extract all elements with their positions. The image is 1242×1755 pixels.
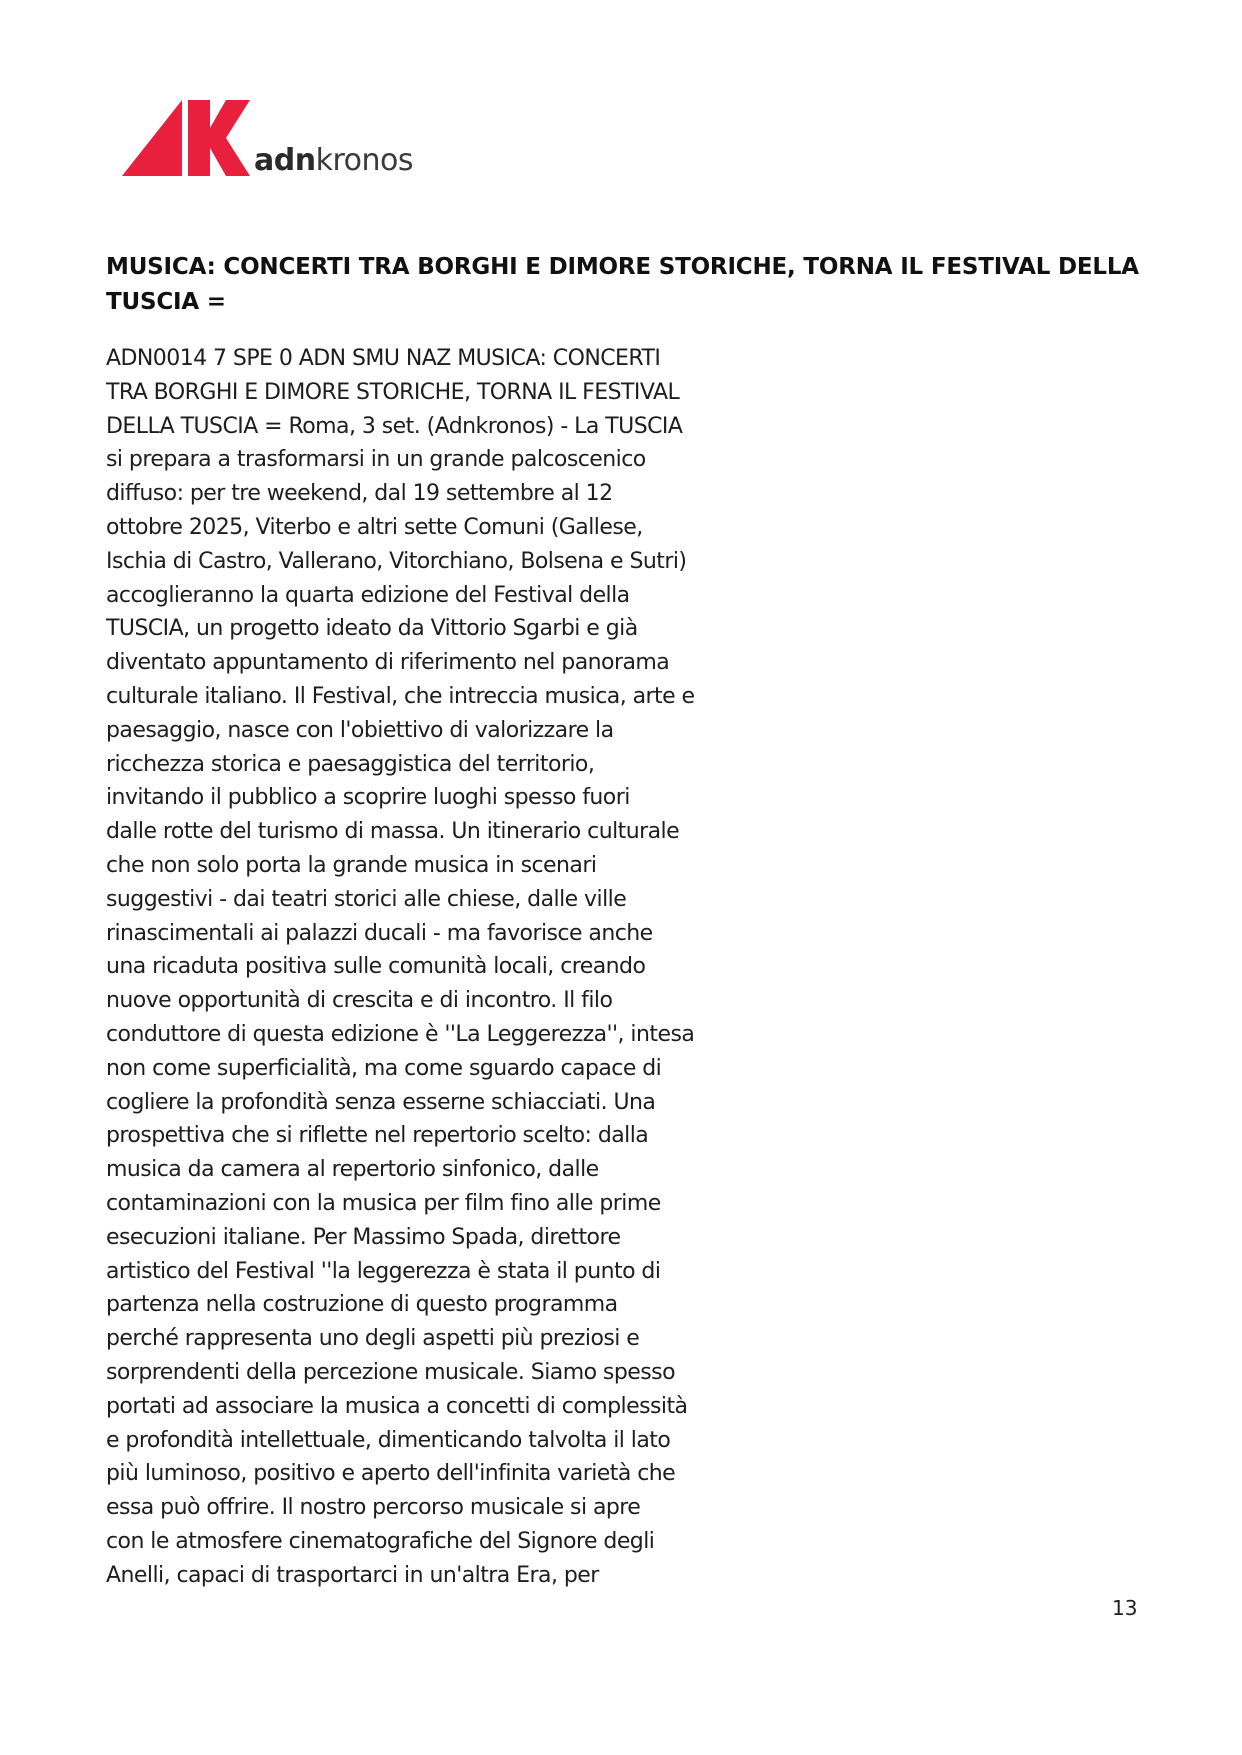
logo-brand-light: kronos — [315, 143, 413, 178]
article-body-line: ottobre 2025, Viterbo e altri sette Comuni (Gallese, — [106, 514, 643, 540]
article-body-line: si prepara a trasformarsi in un grande palcoscenico — [106, 447, 646, 473]
article-body-line: dalle rotte del turismo di massa. Un itinerario culturale — [106, 819, 680, 845]
article-body-line: paesaggio, nasce con l'obiettivo di valorizzare la — [106, 717, 614, 743]
article-body-line: suggestivi - dai teatri storici alle chiese, dalle ville — [106, 886, 627, 912]
article-body-line: accoglieranno la quarta edizione del Festival della — [106, 582, 630, 608]
article-body-line: TRA BORGHI E DIMORE STORICHE, TORNA IL FESTIVAL — [106, 379, 680, 405]
article-body-line: ADN0014 7 SPE 0 ADN SMU NAZ MUSICA: CONCERTI — [106, 346, 661, 371]
article-body-line: TUSCIA, un progetto ideato da Vittorio Sgarbi e già — [106, 616, 638, 642]
article-body-line: invitando il pubblico a scoprire luoghi spesso fuori — [106, 785, 630, 811]
article-body-line: prospettiva che si riflette nel repertorio scelto: dalla — [106, 1123, 649, 1149]
logo-brand-bold: adn — [254, 143, 316, 178]
article-body-line: portati ad associare la musica a concetti di complessità — [106, 1393, 688, 1419]
article-body-line: contaminazioni con la musica per film fino alle prime — [106, 1190, 661, 1216]
article-body-line: perché rappresenta uno degli aspetti più preziosi e — [106, 1326, 640, 1352]
page-number: 13 — [1112, 1596, 1138, 1620]
article-body-line: più luminoso, positivo e aperto dell'infinita varietà che — [106, 1461, 676, 1487]
article-body-line: musica da camera al repertorio sinfonico, dalle — [106, 1157, 599, 1183]
logo-k-shape — [188, 100, 250, 176]
article-body-line: rinascimentali ai palazzi ducali - ma favorisce anche — [106, 920, 653, 946]
article-body-line: non come superficialità, ma come sguardo capace di — [106, 1055, 662, 1081]
logo-wordmark — [254, 144, 413, 178]
article-body-line: artistico del Festival ''la leggerezza è stata il punto di — [106, 1258, 661, 1284]
article-body-line: nuove opportunità di crescita e di incontro. Il filo — [106, 988, 613, 1014]
article-body-line: DELLA TUSCIA = Roma, 3 set. (Adnkronos) - La TUSCIA — [106, 413, 683, 439]
article-body-line: sorprendenti della percezione musicale. Siamo spesso — [106, 1359, 675, 1385]
article-body-line: Ischia di Castro, Vallerano, Vitorchiano, Bolsena e Sutri) — [106, 548, 687, 574]
article-body-line: culturale italiano. Il Festival, che intreccia musica, arte e — [106, 683, 695, 709]
article-body-line: diventato appuntamento di riferimento nel panorama — [106, 650, 670, 676]
logo-triangle-shape — [122, 100, 182, 176]
article-body-line: cogliere la profondità senza esserne schiacciati. Una — [106, 1089, 656, 1115]
article-body-line: esecuzioni italiane. Per Massimo Spada, direttore — [106, 1224, 621, 1250]
article-body-line: una ricaduta positiva sulle comunità locali, creando — [106, 954, 646, 980]
article-body-line: essa può offrire. Il nostro percorso musicale si apre — [106, 1495, 641, 1521]
article-body — [106, 342, 826, 1592]
article-body-line: partenza nella costruzione di questo programma — [106, 1292, 618, 1318]
article-body-line: Anelli, capaci di trasportarci in un'altra Era, per — [106, 1562, 599, 1588]
article-body-line: che non solo porta la grande musica in scenari — [106, 852, 597, 878]
article-body-line: diffuso: per tre weekend, dal 19 settembre al 12 — [106, 481, 613, 507]
article-body-line: conduttore di questa edizione è ''La Leggerezza'', intesa — [106, 1021, 695, 1047]
article-body-line: e profondità intellettuale, dimenticando talvolta il lato — [106, 1427, 671, 1453]
adnkronos-logo — [122, 98, 422, 184]
article-headline: MUSICA: CONCERTI TRA BORGHI E DIMORE STORICHE, TORNA IL FESTIVAL DELLA TUSCIA = — [106, 254, 1139, 315]
article-body-line: con le atmosfere cinematografiche del Signore degli — [106, 1528, 655, 1554]
article-body-line: ricchezza storica e paesaggistica del territorio, — [106, 751, 595, 777]
adnkronos-logo-mark-icon — [122, 98, 250, 178]
